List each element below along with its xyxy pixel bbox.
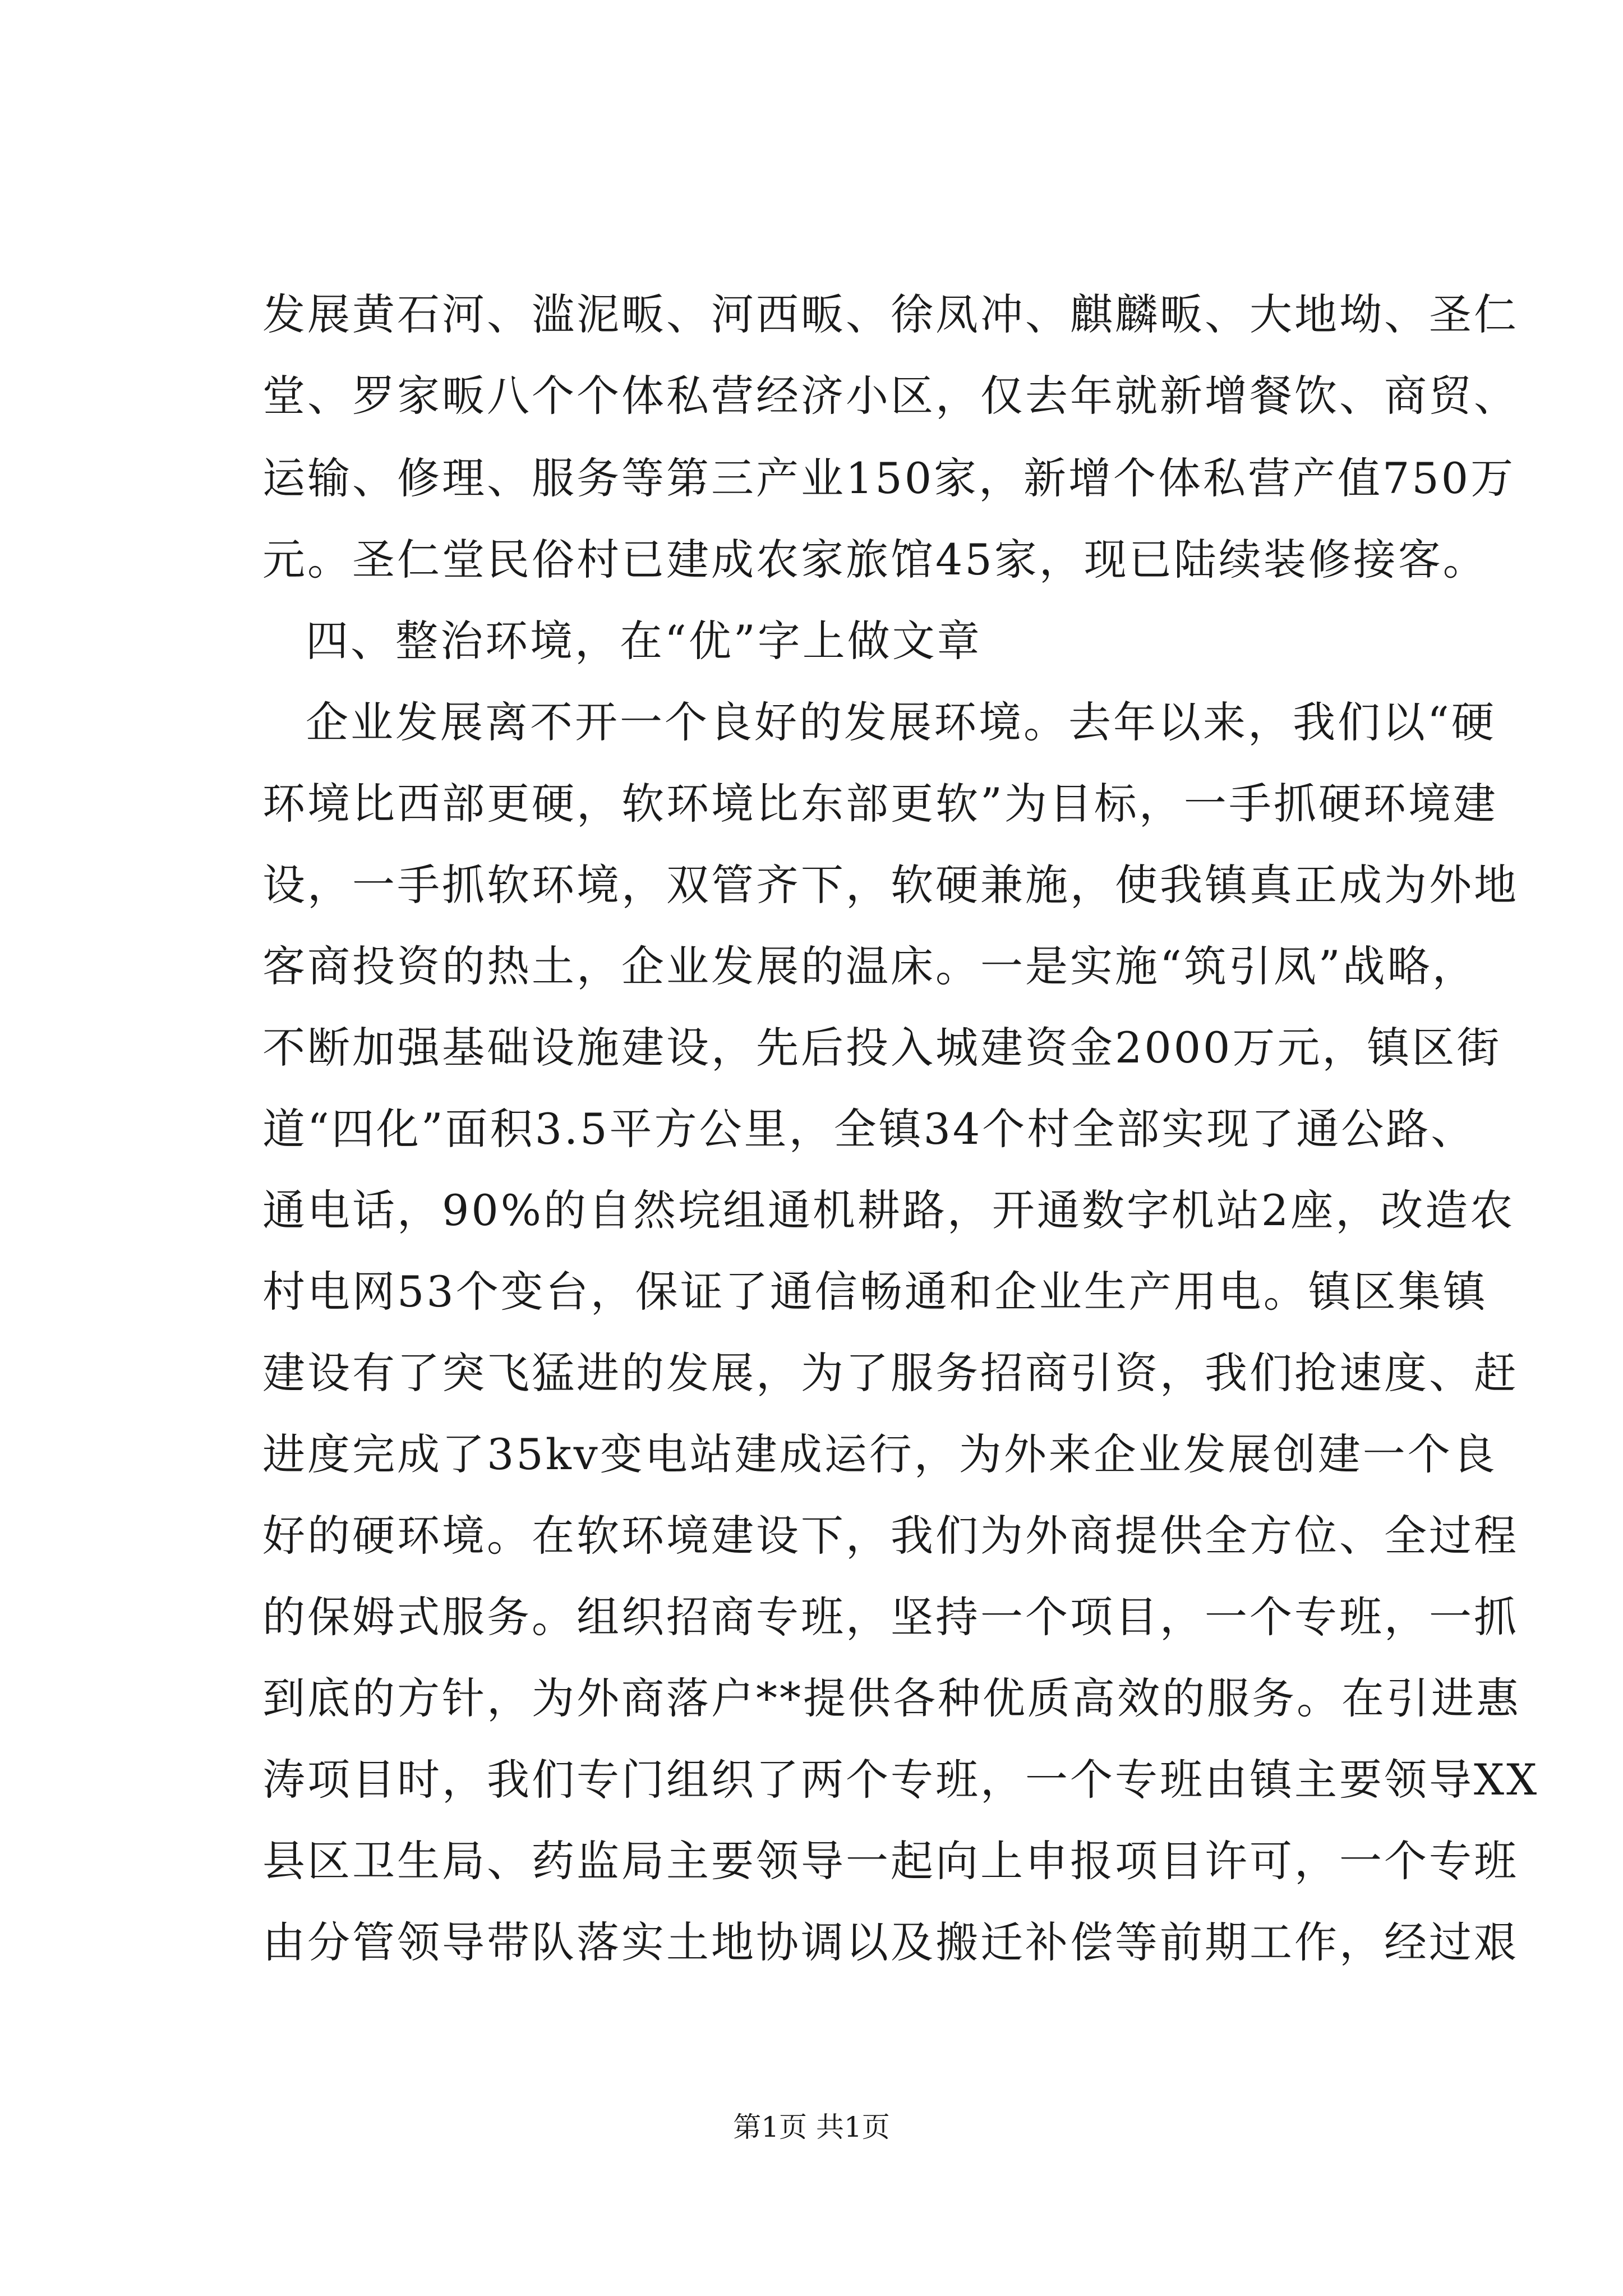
body-line-16: 好的硬环境。在软环境建设下，我们为外商提供全方位、全过程 [262, 1511, 1519, 1561]
body-line-10: 不断加强基础设施建设，先后投入城建资金2000万元，镇区街 [262, 1023, 1502, 1073]
body-line-12: 通电话，90%的自然垸组通机耕路，开通数字机站2座，改造农 [262, 1185, 1515, 1235]
body-line-21: 由分管领导带队落实土地协调以及搬迁补偿等前期工作，经过艰 [262, 1917, 1519, 1967]
body-line-4: 元。圣仁堂民俗村已建成农家旅馆45家，现已陆续装修接客。 [262, 535, 1488, 585]
body-line-13: 村电网53个变台，保证了通信畅通和企业生产用电。镇区集镇 [262, 1267, 1488, 1317]
body-line-6: 企业发展离不开一个良好的发展环境。去年以来，我们以“硬 [306, 697, 1496, 747]
body-line-11: 道“四化”面积3.5平方公里，全镇34个村全部实现了通公路、 [262, 1104, 1476, 1154]
body-line-1: 发展黄石河、滥泥畈、河西畈、徐凤冲、麒麟畈、大地坳、圣仁 [262, 289, 1519, 339]
body-line-2: 堂、罗家畈八个个体私营经济小区，仅去年就新增餐饮、商贸、 [262, 371, 1519, 421]
body-line-20: 县区卫生局、药监局主要领导一起向上申报项目许可，一个专班 [262, 1836, 1519, 1886]
body-line-15: 进度完成了35kv变电站建成运行，为外来企业发展创建一个良 [262, 1429, 1497, 1479]
page-footer: 第1页 共1页 [733, 2111, 890, 2143]
body-line-18: 到底的方针，为外商落户**提供各种优质高效的服务。在引进惠 [262, 1673, 1521, 1723]
section-heading: 四、整治环境，在“优”字上做文章 [306, 616, 982, 666]
body-line-7: 环境比西部更硬，软环境比东部更软”为目标，一手抓硬环境建 [262, 779, 1498, 829]
body-line-3: 运输、修理、服务等第三产业150家，新增个体私营产值750万 [262, 453, 1516, 503]
body-line-14: 建设有了突飞猛进的发展，为了服务招商引资，我们抢速度、赶 [262, 1348, 1519, 1398]
body-line-9: 客商投资的热土，企业发展的温床。一是实施“筑引凤”战略， [262, 941, 1477, 991]
body-line-17: 的保姆式服务。组织招商专班，坚持一个项目，一个专班，一抓 [262, 1592, 1519, 1642]
body-line-8: 设，一手抓软环境，双管齐下，软硬兼施，使我镇真正成为外地 [262, 860, 1519, 910]
body-line-19: 涛项目时，我们专门组织了两个专班，一个专班由镇主要领导XX [262, 1755, 1539, 1805]
